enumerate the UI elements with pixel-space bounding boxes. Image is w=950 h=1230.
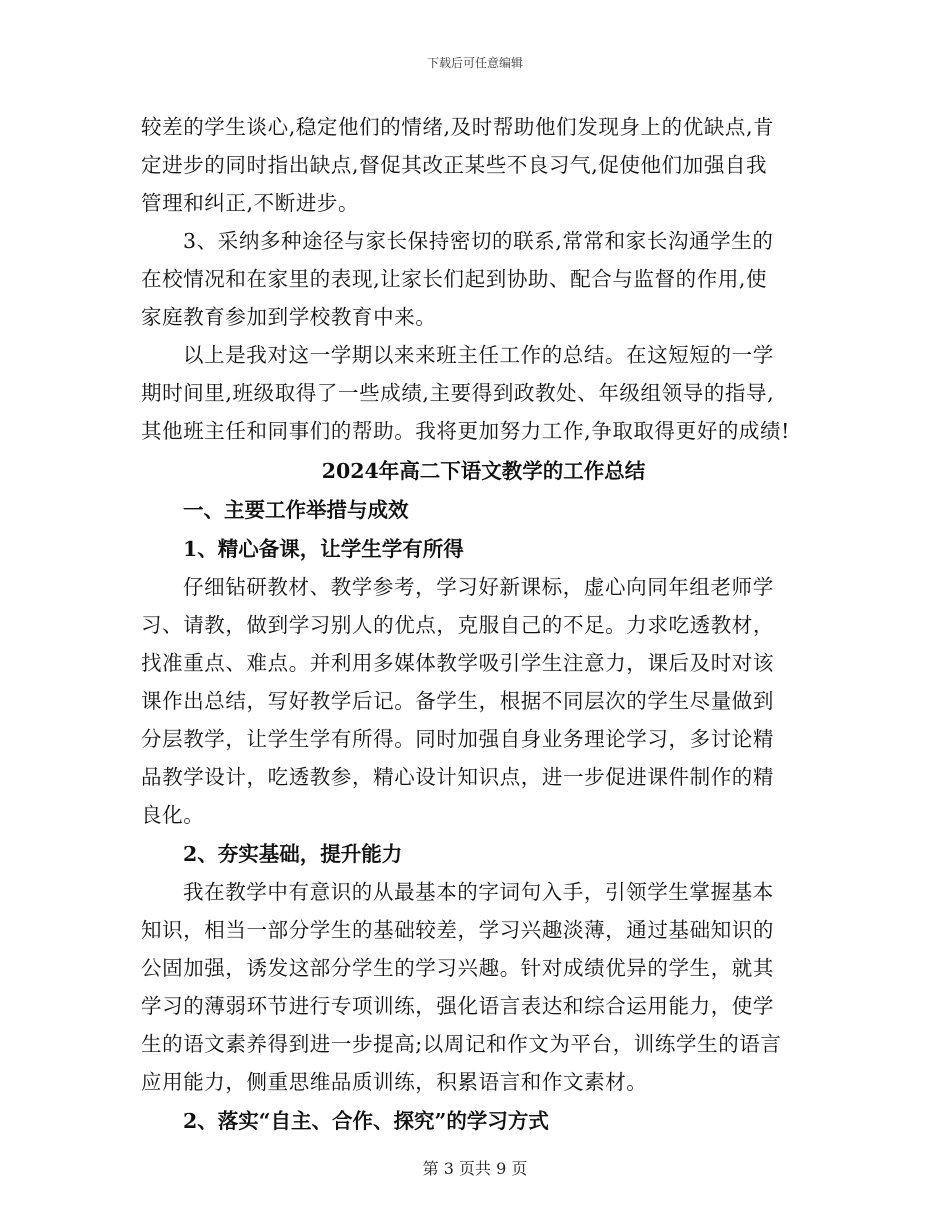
- paragraph-line: 知识，相当一部分学生的基础较差，学习兴趣淡薄，通过基础知识的: [141, 918, 774, 942]
- paragraph-line: 以上是我对这一学期以来来班主任工作的总结。在这短短的一学: [183, 343, 774, 367]
- paragraph-line: 期时间里,班级取得了一些成绩,主要得到政教处、年级组领导的指导,: [141, 381, 775, 405]
- paragraph-line: 定进步的同时指出缺点,督促其改正某些不良习气,促使他们加强自我: [141, 153, 768, 177]
- document-body: [141, 108, 826, 1140]
- paragraph-line: 其他班主任和同事们的帮助。我将更加努力工作,争取取得更好的成绩!: [141, 419, 790, 443]
- subsection-heading: 2、夯实基础，提升能力: [183, 842, 403, 866]
- document-title: 2024年高二下语文教学的工作总结: [321, 459, 646, 483]
- section-heading: 一、主要工作举措与成效: [183, 498, 409, 522]
- paragraph-line: 找准重点、难点。并利用多媒体教学吸引学生注意力，课后及时对该: [141, 651, 774, 675]
- paragraph-line: 3、采纳多种途径与家长保持密切的联系,常常和家长沟通学生的: [183, 229, 774, 253]
- paragraph-line: 生的语文素养得到进一步提高;以周记和作文为平台，训练学生的语言: [141, 1032, 782, 1056]
- paragraph-line: 我在教学中有意识的从最基本的字词句入手，引领学生掌握基本: [183, 880, 774, 904]
- subsection-heading: 1、精心备课，让学生学有所得: [183, 537, 464, 561]
- paragraph-line: 管理和纠正,不断进步。: [141, 191, 360, 215]
- paragraph-line: 品教学设计，吃透教参，精心设计知识点，进一步促进课件制作的精: [141, 765, 774, 789]
- paragraph-line: 在校情况和在家里的表现,让家长们起到协助、配合与监督的作用,使: [141, 267, 768, 291]
- paragraph-line: 较差的学生谈心,稳定他们的情绪,及时帮助他们发现身上的优缺点,肯: [141, 115, 775, 139]
- page-header-note: 下载后可任意编辑: [426, 56, 523, 70]
- paragraph-line: 良化。: [141, 803, 205, 827]
- paragraph-line: 学习的薄弱环节进行专项训练，强化语言表达和综合运用能力，使学: [141, 994, 774, 1018]
- paragraph-line: 习、请教，做到学习别人的优点，克服自己的不足。力求吃透教材，: [141, 613, 774, 637]
- paragraph-line: 应用能力，侧重思维品质训练，积累语言和作文素材。: [141, 1070, 648, 1094]
- paragraph-line: 课作出总结，写好教学后记。备学生，根据不同层次的学生尽量做到: [141, 689, 774, 713]
- paragraph-line: 分层教学，让学生学有所得。同时加强自身业务理论学习，多讨论精: [141, 727, 774, 751]
- paragraph-line: 仔细钻研教材、教学参考，学习好新课标，虚心向同年组老师学: [183, 575, 774, 599]
- subsection-heading: 2、落实“自主、合作、探究”的学习方式: [183, 1109, 549, 1133]
- paragraph-line: 家庭教育参加到学校教育中来。: [141, 305, 437, 329]
- page-footer: 第 3 页共 9 页: [422, 1159, 528, 1178]
- paragraph-line: 公固加强，诱发这部分学生的学习兴趣。针对成绩优异的学生，就其: [141, 956, 774, 980]
